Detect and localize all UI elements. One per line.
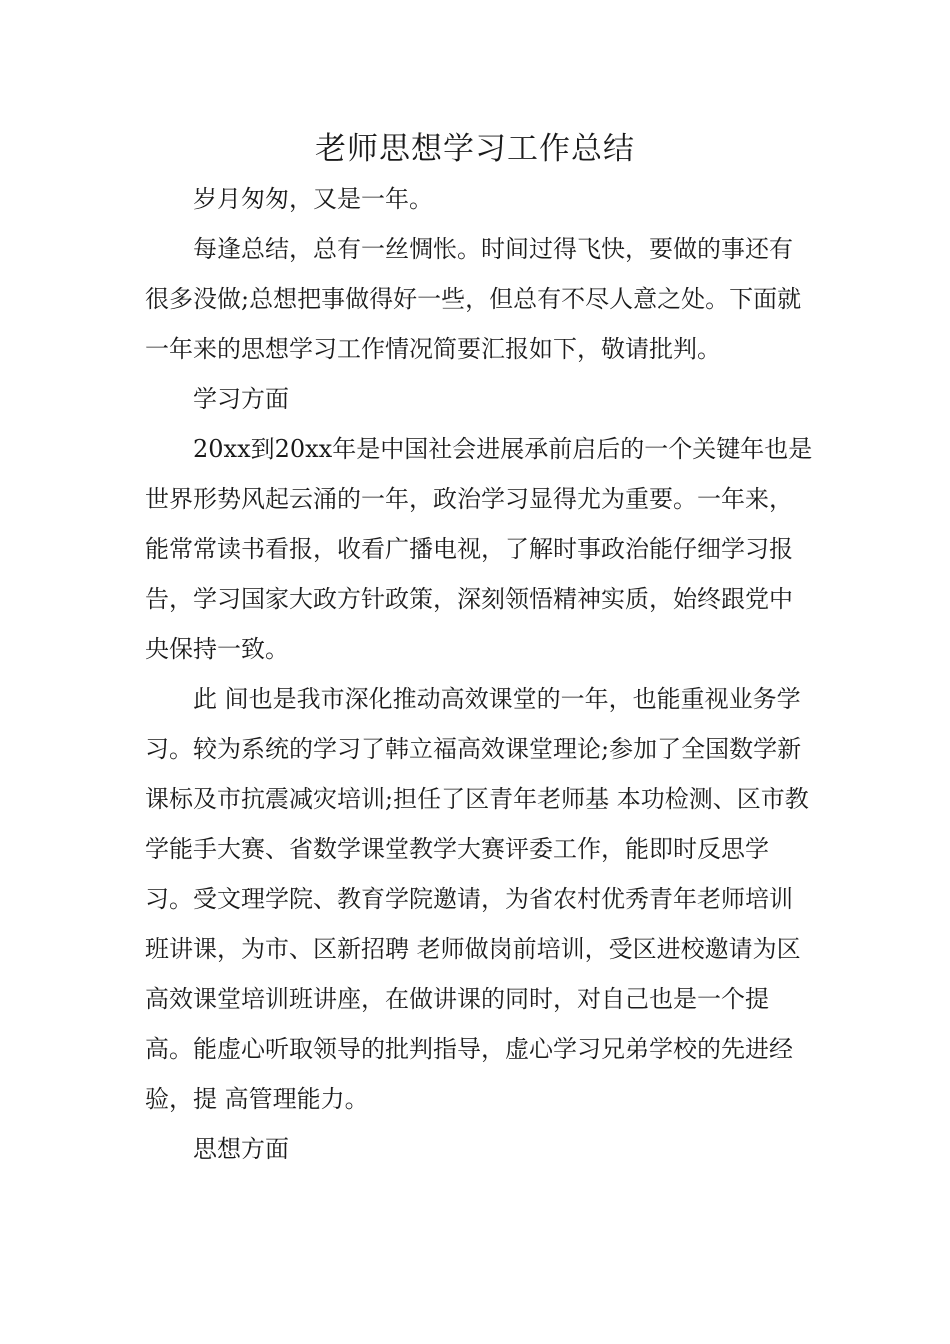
- section-heading-study: 学习方面: [193, 385, 289, 413]
- study-paragraph-politics: 20xx到20xx年是中国社会进展承前启后的一个关键年也是世界形势风起云涌的一年，政治学习显得尤为重要。一年来，能常常读书看报，收看广播电视，了解时事政治能仔细学习报告，学习国家大政方针政策，深刻领悟精神实质，始终跟党中央保持一致。: [145, 435, 813, 663]
- study-paragraph-professional: 此 间也是我市深化推动高效课堂的一年，也能重视业务学习。较为系统的学习了韩立福高效课堂理论;参加了全国数学新课标及市抗震减灾培训;担任了区青年老师基 本功检测、区市教学能手大赛、省数学课堂教学大赛评委工作，能即时反思学习。受文理学院、教育学院邀请，为省农村优秀青年老师培训班讲课，为市、区新招聘 老师做岗前培训，受区进校邀请为区高效课堂培训班讲座，在做讲课的同时，对自己也是一个提高。能虚心听取领导的批判指导，虚心学习兄弟学校的先进经验，提 高管理能力。: [145, 685, 809, 1113]
- document-body: [145, 174, 813, 1174]
- summary-paragraph: 每逢总结，总有一丝惆怅。时间过得飞快，要做的事还有很多没做;总想把事做得好一些，但总有不尽人意之处。下面就一年来的思想学习工作情况简要汇报如下，敬请批判。: [145, 235, 802, 363]
- document-title: 老师思想学习工作总结: [315, 131, 635, 167]
- intro-paragraph: 岁月匆匆，又是一年。: [193, 185, 433, 213]
- section-heading-thought: 思想方面: [193, 1135, 289, 1163]
